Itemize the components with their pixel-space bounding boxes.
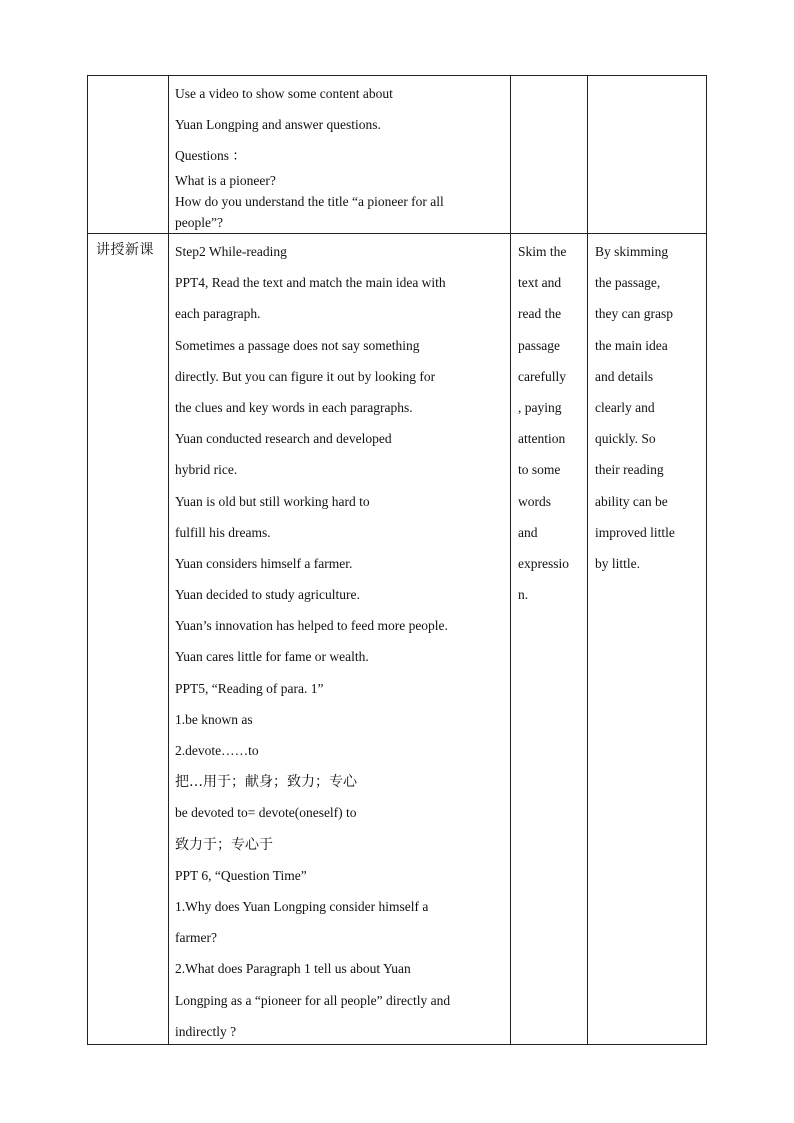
content-line: Sometimes a passage does not say something: [175, 337, 420, 353]
content-line: Yuan Longping and answer questions.: [175, 117, 381, 132]
content-line: PPT5, “Reading of para. 1”: [175, 680, 324, 696]
activity-line: read the: [518, 306, 562, 322]
content-line: hybrid rice.: [175, 462, 238, 478]
content-line: 1.Why does Yuan Longping consider himself a: [175, 898, 429, 914]
purpose-line: quickly. So: [595, 431, 656, 447]
content-line: Yuan conducted research and developed: [175, 431, 392, 447]
activity-line: to some: [518, 462, 561, 478]
content-line: Yuan’s innovation has helped to feed more people.: [175, 618, 448, 634]
activity-line: words: [518, 493, 551, 509]
content-line: Questions ：: [175, 148, 246, 163]
content-line: indirectly ?: [175, 1023, 237, 1039]
content-line: 把…用于；献身；致力；专心: [175, 774, 357, 791]
row2-purpose-cell: [595, 238, 700, 581]
activity-line: carefully: [518, 368, 566, 384]
purpose-line: their reading: [595, 462, 664, 478]
content-line: How do you understand the title “a pioneer for all: [175, 194, 444, 209]
purpose-line: by little.: [595, 555, 640, 571]
purpose-line: the passage,: [595, 275, 661, 291]
purpose-line: improved little: [595, 524, 675, 540]
content-line: 致力于；专心于: [175, 836, 273, 853]
purpose-line: and details: [595, 368, 654, 384]
row-divider: [88, 233, 706, 234]
row2-stage-cell: [96, 239, 166, 259]
content-line: Longping as a “pioneer for all people” directly and: [175, 992, 451, 1008]
content-line: be devoted to= devote(oneself) to: [175, 805, 357, 821]
row1-content-cell: [175, 82, 504, 233]
lesson-plan-table: [87, 75, 707, 1045]
content-line: fulfill his dreams.: [175, 524, 271, 540]
content-line: Yuan decided to study agriculture.: [175, 587, 360, 603]
content-line: 2.devote……to: [175, 743, 259, 758]
activity-line: n.: [518, 587, 529, 603]
content-line: Yuan considers himself a farmer.: [175, 555, 353, 571]
purpose-line: clearly and: [595, 399, 655, 415]
content-line: 2.What does Paragraph 1 tell us about Yuan: [175, 961, 411, 977]
purpose-line: By skimming: [595, 244, 669, 259]
content-line: 1.be known as: [175, 711, 253, 727]
row2-student-activity-cell: [518, 238, 580, 612]
activity-line: Skim the: [518, 244, 567, 259]
content-line: Step2 While-reading: [175, 244, 287, 259]
content-line: Yuan cares little for fame or wealth.: [175, 649, 369, 665]
content-line: each paragraph.: [175, 306, 261, 322]
activity-line: text and: [518, 275, 562, 291]
content-line: Yuan is old but still working hard to: [175, 493, 370, 509]
activity-line: and: [518, 524, 538, 540]
activity-line: expressio: [518, 555, 569, 571]
content-line: farmer?: [175, 930, 217, 946]
content-line: PPT 6, “Question Time”: [175, 867, 307, 883]
purpose-line: they can grasp: [595, 306, 673, 322]
content-line: PPT4, Read the text and match the main idea with: [175, 275, 446, 291]
activity-line: attention: [518, 431, 566, 447]
activity-line: , paying: [518, 399, 562, 415]
purpose-line: the main idea: [595, 337, 668, 353]
content-line: the clues and key words in each paragraphs.: [175, 399, 413, 415]
content-line: people”?: [175, 215, 223, 230]
purpose-line: ability can be: [595, 493, 668, 509]
row2-content-cell: [175, 238, 504, 1049]
stage-label: 讲授新课: [96, 242, 154, 258]
column-divider: [587, 76, 588, 1044]
content-line: Use a video to show some content about: [175, 86, 393, 101]
activity-line: passage: [518, 337, 560, 353]
content-line: directly. But you can figure it out by looking for: [175, 368, 436, 384]
content-line: What is a pioneer?: [175, 173, 276, 188]
column-divider: [510, 76, 511, 1044]
